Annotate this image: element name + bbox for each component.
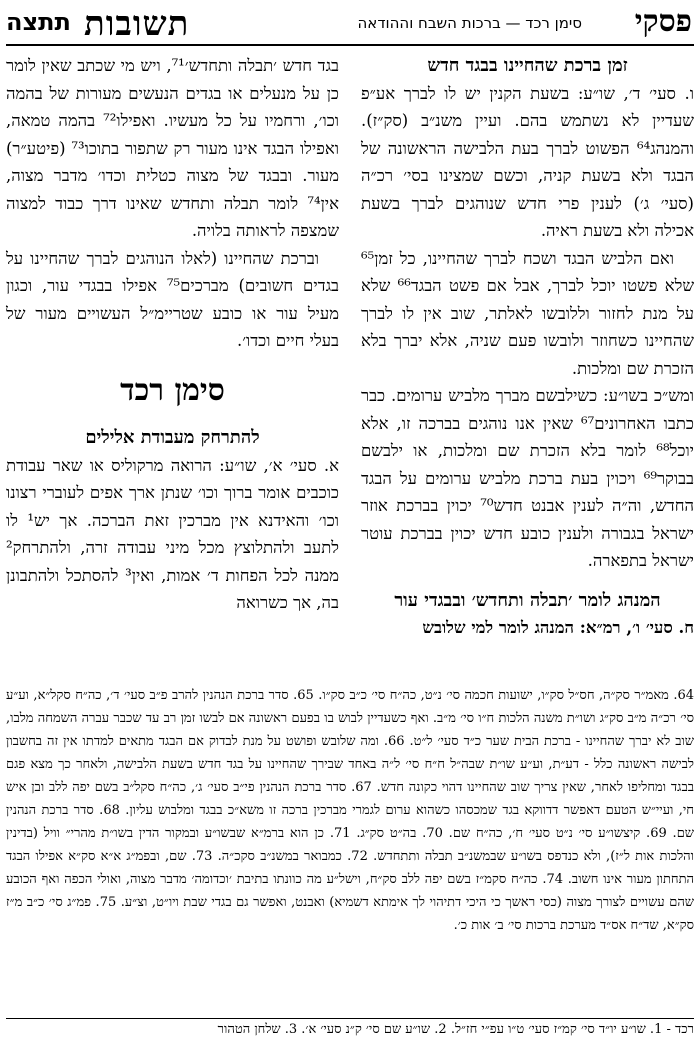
left-para-3: א. סעי׳ א׳, שו״ע: הרואה מרקוליס או שאר עבודת כוכבים אומר ברוך וכו׳ שנתן ארך אפים לעוברי רצונו וכו׳ והאידנא אין מברכין זאת הברכה. אך יש¹ לו לתעב ולהתלוצץ מכל מיני עבודה זרה, ולהתרחק² ממנה לכל הפחות ד׳ אמות, ואין³ להסתכל ולהתבונן בה, אך כשרואה [6, 455, 339, 612]
siman-title: סימן רכד [120, 372, 225, 408]
page-number: תתצה [6, 8, 71, 36]
right-para-3: ומש״כ בשו״ע: כשילבשם מברך מלביש ערומים. כבר כתבו האחרונים⁶⁷ שאין אנו נוהגים בברכה זו, אלא יוכל⁶⁸ לומר בלא הזכרת שם ומלכות, או ילבשם בבוקר⁶⁹ ויכוין בעת ברכת מלביש ערומים על הבגד החדש, וה״ה לענין אבנט חדש⁷⁰ יכוין בברכת אוזר ישראל בגבורה ולענין כובע חדש יכוין בברכת עוטר ישראל בתפארה. [361, 386, 694, 570]
reference-line: רכד - 1. שו״ע יו״ד סי׳ קמ״ז סעי׳ ט״ו עפ״י חז״ל. 2. שו״ע שם סי׳ ק״נ סעי׳ א׳. 3. שלחן הטהור [6, 1018, 694, 1037]
right-heading: זמן ברכת שהחיינו בבגד חדש [427, 55, 628, 76]
left-para-1: בגד חדש ׳תבלה ותחדש׳⁷¹, ויש מי שכתב שאין לומר כן על מנעלים או בגדים הנעשים מעורות של בהמה וכו׳, ורחמיו על כל מעשיו. ואפילו⁷² בהמה טמאה, ואפילו הבגד אינו מעור רק שתפור בתוכו⁷³ (פיטע״ר) מעור. ובבגד של מצוה כטלית וכדו׳ מדבר מצוה, אין⁷⁴ לומר תבלה ותחדש שאינו דרך כבוד למצוה שמצפה לראותה בלויה. [6, 56, 339, 240]
main-columns [6, 52, 694, 670]
right-para-2: ואם הלביש הבגד ושכח לברך שהחיינו, כל זמן⁶⁵ שלא פשטו יוכל לברך, אבל אם פשט הבגד⁶⁶ שלא על מנת לחזור וללובשו לאלתר, שוב אין לו לברך שהחיינו כשחוזר ולובשו פעם שניה, אלא יברך בלא הזכרת שם ומלכות. [361, 248, 695, 378]
left-subheading: להתרחק מעבודת אלילים [85, 427, 260, 448]
footnotes [6, 684, 694, 937]
section-title: סימן רכד — ברכות השבח וההודאה [357, 14, 582, 32]
left-column [6, 52, 339, 617]
right-para-1: ו. סעי׳ ד׳, שו״ע: בשעת הקנין יש לו לברך אע״פ שעדיין לא נשתמש בהם. ועיין משנ״ב (סק״ז). והמנהג⁶⁴ הפשוט לברך בעת הלבישה הראשונה של הבגד ולא בשעת קניה, וכשם שמצינו בסי׳ רכ״ה (סעי׳ ג׳) לענין פרי חדש שנוהגים לברך בשעת אכילה ולא בשעת ראיה. [361, 83, 694, 240]
book-title: תשובות [84, 4, 190, 44]
left-para-2: וברכת שהחיינו (לאלו הנוהגים לברך שהחיינו על בגדים חשובים) מברכים⁷⁵ אפילו בבגדי עור, וכגון מעיל עור או כובע שטריימ״ל העשויים מעור של בעלי חיים וכדו׳. [6, 248, 339, 350]
page-header [6, 4, 694, 46]
right-column [361, 52, 694, 642]
book-name: פסקי [634, 4, 692, 39]
right-last-line: ח. סעי׳ ו׳, רמ״א: המנהג לומר למי שלובש [422, 618, 694, 637]
right-heading-2: המנהג לומר ׳תבלה ותחדש׳ ובבגדי עור [394, 589, 661, 611]
footnote-block: 64. מאמ״ר סק״ה, חס״ל סק״ו, ישועות חכמה סי׳ נ״ט, כה״ח סי׳ כ״ב סק״ו. 65. סדר ברכת הנהנין להרב פ״ב סעי׳ ד׳, כה״ח סקל״א, וע״ע סי׳ רכ״ה מ״ב סק״ג ושו״ת משנה הלכות ח״ו סי׳ מ״ב. ואף כשעדיין לבוש בו בפעם ראשונה אם לבשו זמן רב עד שכבר עברה השמחה מלבו, שוב לא יברך שהחיינו - ברכת הבית שער כ״ד סעי׳ ל״ט. 66. ומה שלובש ופושט על מנת לבדוק אם הבגד מתאים למדתו אין זה בחשבון לבישה ראשונה כלל - דע״ת, וע״ע שו״ת שבה״ל ח״ח סי׳ ל״ה באחד שבירך שהחיינו על בגד חדש בשעת הלבישה, ולאחר כך מצא פגם בבגד ומחליפו לאחר, שאין צריך שוב שהחיינו דהוי כקונה חדש. 67. סדר ברכת הנהנין פי״ב סעי׳ ג׳, כה״ח סקל״ב בשם יפה ללב ובן איש חי, ועיי״ש הטעם דאפשר דדווקא בגד שמכסהו כשהוא ערום לגמרי מברכין ברכה זו משא״כ בבגד ומלבוש עליון. 68. סדר ברכת הנהנין שם. 69. קיצשו״ע סי׳ נ״ט סעי׳ ח׳, כה״ח שם. 70. בה״ט סק״ג. 71. כן הוא ברמ״א שבשו״ע ובמקור הדין בשו״ת מהרי״ וויל (בדינין והלכות אות ל״ז), ולא כנדפס בשו״ע שבמשנ״ב תבלה ותתחדש. 72. כמבואר במשנ״ב סקכ״ה. 73. שם, ובפמ״ג א״א סק״א אפילו הבגד התחתון מעור אינו חשוב. 74. כה״ח סקמ״ז בשם יפה ללב סק״ח, וישל״ע מה כוונתו בתיבת ׳וכדומה׳ מדבר מצוה, ואולי הכפה ואף הכובע שהם עשויים לצורך מצוה (כסי ראשך כי היכי דתיהוי לך אימתא דשמיא) ואבנט, ואפשר גם בגדי שבת ויו״ט, וצ״ע. 75. פמ״ג סי׳ כ״ב מ״ז סק״א, שד״ח אס״ד מערכת ברכות סי׳ ב׳ אות כ׳. [6, 688, 695, 933]
